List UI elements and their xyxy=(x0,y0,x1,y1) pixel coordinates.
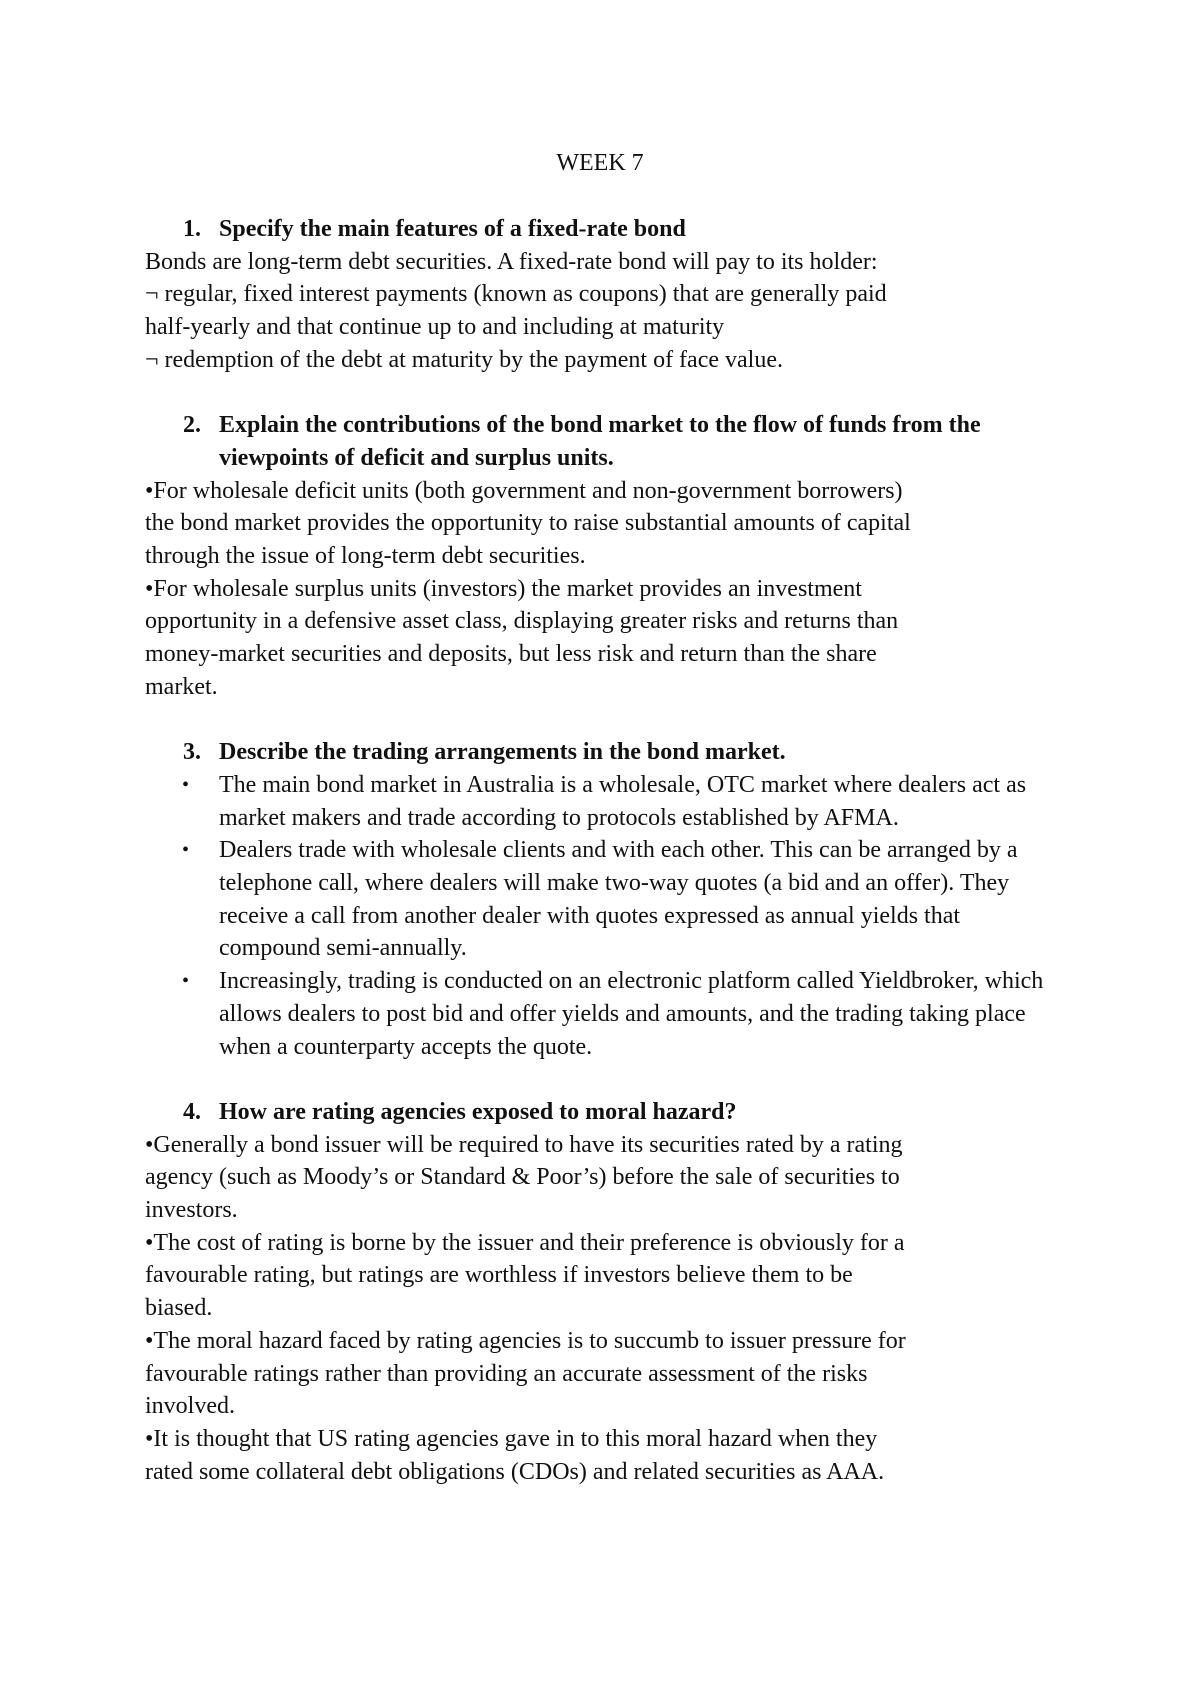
question-text: How are rating agencies exposed to moral hazard? xyxy=(219,1098,737,1125)
answer-line: favourable rating, but ratings are worthless if investors believe them to be xyxy=(145,1262,853,1289)
answer-line: ¬ redemption of the debt at maturity by the payment of face value. xyxy=(145,346,783,373)
question-4-heading xyxy=(145,1096,1065,1129)
question-2-heading xyxy=(145,409,1065,474)
answer-line: the bond market provides the opportunity to raise substantial amounts of capital xyxy=(145,510,911,537)
bullet-icon: • xyxy=(182,839,190,862)
page-title: WEEK 7 xyxy=(556,150,644,176)
answer-line: •Generally a bond issuer will be required to have its securities rated by a rating xyxy=(145,1131,903,1158)
bullet-list xyxy=(145,769,1065,1063)
question-number: 2. xyxy=(183,412,201,439)
answer-line: Bonds are long-term debt securities. A fixed-rate bond will pay to its holder: xyxy=(145,248,878,275)
answer-line: biased. xyxy=(145,1295,213,1322)
answer-line: opportunity in a defensive asset class, displaying greater risks and returns than xyxy=(145,608,899,635)
answer-line: involved. xyxy=(145,1393,235,1420)
answer-line: money-market securities and deposits, but less risk and return than the share xyxy=(145,641,877,668)
answer-line: market. xyxy=(145,673,218,700)
list-item-text: Increasingly, trading is conducted on an electronic platform called Yieldbroker, which allows dealers to post bid and offer yields and amounts, and the trading taking place when a counterparty accepts the quote. xyxy=(219,968,1044,1060)
question-3-heading xyxy=(145,736,1065,769)
answer-line: •The cost of rating is borne by the issuer and their preference is obviously for a xyxy=(145,1229,905,1256)
list-item xyxy=(145,965,1065,1063)
question-text: Explain the contributions of the bond market to the flow of funds from the viewpoints of deficit and surplus units. xyxy=(219,412,981,471)
answer-line: agency (such as Moody’s or Standard & Poor’s) before the sale of securities to xyxy=(145,1164,900,1191)
document-body xyxy=(145,213,1065,1488)
question-text: Describe the trading arrangements in the bond market. xyxy=(219,739,786,766)
answer-line: through the issue of long-term debt securities. xyxy=(145,543,586,570)
answer-line: •The moral hazard faced by rating agencies is to succumb to issuer pressure for xyxy=(145,1327,906,1354)
answer-line: ¬ regular, fixed interest payments (known as coupons) that are generally paid xyxy=(145,281,887,308)
list-item xyxy=(145,834,1065,965)
bullet-icon: • xyxy=(182,970,190,993)
list-item-text: Dealers trade with wholesale clients and with each other. This can be arranged by a telephone call, where dealers will make two-way quotes (a bid and an offer). They receive a call from another dealer with quotes expressed as annual yields that compound semi-annually. xyxy=(219,837,1018,962)
question-number: 1. xyxy=(183,216,201,242)
list-item xyxy=(145,769,1065,834)
question-1-heading xyxy=(145,213,1065,246)
question-number: 3. xyxy=(183,739,201,766)
question-number: 4. xyxy=(183,1098,201,1125)
question-text: Specify the main features of a fixed-rate bond xyxy=(219,216,686,242)
answer-line: investors. xyxy=(145,1197,238,1224)
answer-line: half-yearly and that continue up to and including at maturity xyxy=(145,314,725,341)
list-item-text: The main bond market in Australia is a wholesale, OTC market where dealers act as market makers and trade according to protocols established by AFMA. xyxy=(219,771,1027,831)
answer-line: rated some collateral debt obligations (CDOs) and related securities as AAA. xyxy=(145,1458,885,1485)
answer-line: •For wholesale surplus units (investors) the market provides an investment xyxy=(145,575,862,602)
answer-line: •It is thought that US rating agencies gave in to this moral hazard when they xyxy=(145,1425,878,1452)
answer-line: favourable ratings rather than providing an accurate assessment of the risks xyxy=(145,1360,868,1387)
bullet-icon: • xyxy=(182,773,190,796)
answer-line: •For wholesale deficit units (both government and non-government borrowers) xyxy=(145,477,903,504)
